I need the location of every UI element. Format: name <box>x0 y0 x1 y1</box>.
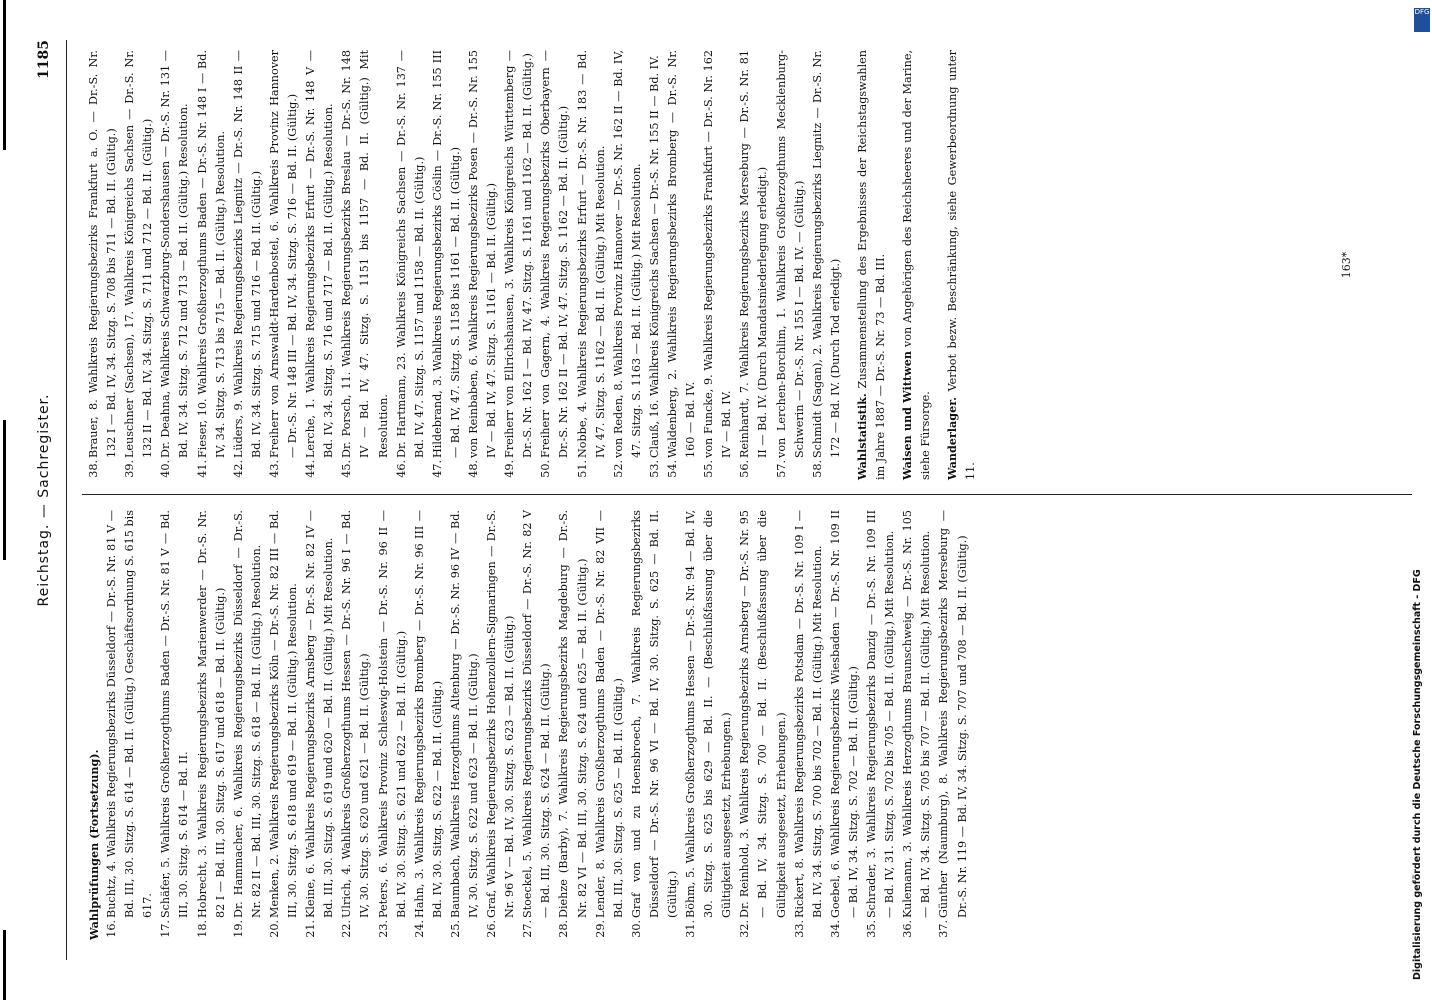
register-entry <box>85 50 121 480</box>
entry-text: Schäfer, 5. Wahlkreis Großherzogthums Baden — Dr.-S. Nr. 81 V — Bd. III, 30. Sitzg. S. 614 — Bd. II. <box>159 510 191 918</box>
entry-number: 21. <box>304 920 318 938</box>
register-entry <box>628 510 682 940</box>
entry-text: von Funcke, 9. Wahlkreis Regierungsbezirks Frankfurt — Dr.-S. Nr. 162 IV — Bd. IV. <box>702 50 734 458</box>
caption-text: Digitalisierung gefördert durch die Deutsche Forschungsgemeinschaft - DFG <box>1412 569 1423 980</box>
register-entry <box>411 510 447 940</box>
entry-number: 39. <box>123 460 137 478</box>
entry-number: 20. <box>267 920 281 938</box>
entry-text: Clauß, 16. Wahlkreis Königreichs Sachsen — Dr.-S. Nr. 155 II — Bd. IV. <box>647 55 661 458</box>
digitization-caption <box>1410 30 1430 980</box>
register-entry <box>465 50 501 480</box>
entry-text: Goebel, 6. Wahlkreis Regierungsbezirks Wiesbaden — Dr.-S. Nr. 109 II — Bd. IV, 34. Sitzg. S. 702 — Bd. II. (Gültig.) <box>828 510 860 918</box>
entry-number: 51. <box>575 460 589 478</box>
entry-number: 18. <box>195 920 209 938</box>
entry-text: Reinhardt, 7. Wahlkreis Regierungsbezirks Merseburg — Dr.-S. Nr. 81 II — Bd. IV. (Durch Mandatsniederlegung erledigt.) <box>738 50 770 458</box>
entry-text: Kulemann, 3. Wahlkreis Herzogthums Braunschweig — Dr.-S. Nr. 105 — Bd. IV, 34. Sitzg. S. 705 bis 707 — Bd. II. (Gültig.) Mit Resolution. <box>901 510 933 918</box>
entry-text: Peters, 6. Wahlkreis Provinz Schleswig-Holstein — Dr.-S. Nr. 96 II — Bd. IV, 30. Sitzg. S. 621 und 622 — Bd. II. (Gültig.) <box>376 510 408 918</box>
entry-number: 50. <box>539 460 553 478</box>
entry-text: von Reinbaben, 6. Wahlkreis Regierungsbezirks Posen — Dr.-S. Nr. 155 IV — Bd. IV, 47. Sitzg. S. 1161 — Bd. II. (Gültig.) <box>466 50 499 458</box>
register-entry <box>519 510 555 940</box>
register-entry <box>103 510 157 940</box>
entry-text: Diehze (Barby), 7. Wahlkreis Regierungsbezirks Magdeburg — Dr.-S. Nr. 82 VI — Bd. III, 30. Sitzg. S. 624 und 625 — Bd. II. (Gültig.) <box>557 510 589 918</box>
entry-number: 35. <box>865 920 879 938</box>
entry-number: 34. <box>828 920 842 938</box>
keyword-text: Zusammenstellung des Ergebnisses der Reichstagswahlen im Jahre 1887 — Dr.-S. Nr. 73 — Bd. III. <box>855 50 888 480</box>
register-entry <box>447 510 483 940</box>
register-entry <box>664 50 700 480</box>
register-entry <box>537 50 573 480</box>
entry-text: Brauer, 8. Wahlkreis Regierungsbezirks Frankfurt a. O. — Dr.-S. Nr. 132 I — Bd. IV, 34. Sitzg. S. 708 bis 711 — Bd. II. (Gültig.) <box>87 50 119 458</box>
entry-text: Graf, Wahlkreis Regierungsbezirks Hohenzollern-Sigmaringen — Dr.-S. Nr. 96 V — Bd. IV, 30. Sitzg. S. 623 — Bd. II. (Gültig.) <box>485 510 517 918</box>
entry-text: Waldenberg, 2. Wahlkreis Regierungsbezirks Bromberg — Dr.-S. Nr. 160 — Bd. IV. <box>666 50 698 458</box>
keyword-entry <box>943 50 980 480</box>
entry-text: Hobrecht, 3. Wahlkreis Regierungsbezirks Marienwerder — Dr.-S. Nr. 82 I — Bd. III, 30. Sitzg. S. 617 und 618 — Bd. II. (Gültig.) <box>195 510 227 918</box>
register-entry <box>338 510 374 940</box>
keyword: Wanderlager. <box>945 396 960 480</box>
register-entry <box>393 50 429 480</box>
entry-text: Hahn, 3. Wahlkreis Regierungsbezirks Bromberg — Dr.-S. Nr. 96 III — Bd. IV, 30. Sitzg. S. 622 — Bd. II. (Gültig.) <box>412 510 444 918</box>
register-entry <box>791 510 827 940</box>
entry-number: 38. <box>87 460 100 478</box>
entry-text: Rickert, 8. Wahlkreis Regierungsbezirks Potsdam — Dr.-S. Nr. 109 I — Bd. IV, 34. Sitzg. S. 700 bis 702 — Bd. II. (Gültig.) Mit Resolution. <box>792 510 824 918</box>
entry-number: 45. <box>340 460 354 478</box>
register-entry <box>501 50 537 480</box>
entry-text: Lender, 8. Wahlkreis Großherzogthums Baden — Dr.-S. Nr. 82 VII — Bd. III, 30. Sitzg. S. 625 — Bd. II. (Gültig.) <box>593 510 625 918</box>
entry-number: 29. <box>593 920 607 938</box>
entry-text: Graf von und zu Hoensbroech, 7. Wahlkreis Regierungsbezirks Düsseldorf — Dr.-S. Nr. 96 VI — Bd. IV, 30. Sitzg. S. 625 — Bd. II. (Gültig.) <box>629 510 679 918</box>
register-entry <box>555 510 591 940</box>
entry-text: Lüders, 9. Wahlkreis Regierungsbezirks Liegnitz — Dr.-S. Nr. 148 II — Bd. IV, 34. Sitzg. S. 715 und 716 — Bd. II. (Gültig.) <box>231 50 263 458</box>
entry-text: Baumbach, Wahlkreis Herzogthums Altenburg — Dr.-S. Nr. 96 IV — Bd. IV, 30. Sitzg. S. 622 und 623 — Bd. II. (Gültig.) <box>448 510 480 918</box>
page-title: Reichstag. — Sachregister. <box>36 393 52 607</box>
entry-text: Freiherr von Ellrichshausen, 3. Wahlkreis Königreichs Württemberg — Dr.-S. Nr. 162 I — Bd. IV, 47. Sitzg. S. 1161 und 1162 — Bd. II. (Gültig.) <box>503 50 535 458</box>
section-heading: Wahlprüfungen (Fortsetzung). <box>87 749 101 940</box>
register-entry <box>773 50 809 480</box>
entry-number: 55. <box>702 460 716 478</box>
entry-text: von Reden, 8. Wahlkreis Provinz Hannover — Dr.-S. Nr. 162 II — Bd. IV, 47. Sitzg. S. 1163 — Bd. II. (Gültig.) Mit Resolution. <box>611 50 643 458</box>
keyword-entry <box>853 50 890 480</box>
entry-number: 16. <box>105 920 119 938</box>
entry-text: Lerche, 1. Wahlkreis Regierungsbezirks Erfurt — Dr.-S. Nr. 148 V — Bd. IV, 34. Sitzg. S. 716 und 717 — Bd. II. (Gültig.) Resolution. <box>304 50 336 458</box>
keyword-entry <box>898 50 935 480</box>
entry-number: 43. <box>267 460 281 478</box>
entry-number: 24. <box>412 920 426 938</box>
entry-number: 28. <box>557 920 571 938</box>
register-entry <box>338 50 392 480</box>
entry-text: Böhm, 5. Wahlkreis Großherzogthums Hessen — Dr.-S. Nr. 94 — Bd. IV, 30. Sitzg. S. 625 bis 629 — Bd. II. — (Beschlußfassung über die Gültigkeit ausgesetzt, Erhebungen.) <box>684 510 734 918</box>
entry-number: 19. <box>231 920 245 938</box>
register-entry <box>610 50 646 480</box>
entry-text: Freiherr von Gagern, 4. Wahlkreis Regierungsbezirks Oberbayern — Dr.-S. Nr. 162 II — Bd. IV, 47. Sitzg. S. 1162 — Bd. II. (Gültig.) <box>539 50 571 458</box>
entry-number: 47. <box>430 460 444 478</box>
register-entry <box>429 50 465 480</box>
dfg-logo-icon: DFG <box>1414 8 1430 32</box>
register-entry <box>736 50 772 480</box>
entry-text: Günther (Naumburg), 8. Wahlkreis Regierungsbezirks Merseburg — Dr.-S. Nr. 119 — Bd. IV, 34. Sitzg. S. 707 und 708 — Bd. II. (Gültig.) <box>937 510 969 918</box>
register-entry <box>863 510 899 940</box>
entry-number: 58. <box>810 460 824 478</box>
entry-number: 40. <box>159 460 173 478</box>
entry-number: 57. <box>774 460 788 478</box>
entry-number: 25. <box>448 920 462 938</box>
entry-text: Ulrich, 4. Wahlkreis Großherzogthums Hessen — Dr.-S. Nr. 96 I — Bd. IV, 30. Sitzg. S. 620 und 621 — Bd. II. (Gültig.) <box>340 510 372 918</box>
entry-number: 37. <box>937 920 951 938</box>
register-entry <box>230 50 266 480</box>
entry-number: 44. <box>304 460 318 478</box>
signature-mark: 163* <box>1340 251 1353 279</box>
register-entry <box>574 50 610 480</box>
entry-text: Dr. Deahna, Wahlkreis Schwarzburg-Sondershausen — Dr.-S. Nr. 131 — Bd. IV, 34. Sitzg. S. 712 und 713 — Bd. II. (Gültig.) Resolution. <box>159 50 191 458</box>
entry-number: 46. <box>394 460 408 478</box>
entry-number: 17. <box>159 920 173 938</box>
entry-number: 54. <box>666 460 679 478</box>
entry-number: 30. <box>629 920 643 938</box>
entry-number: 23. <box>376 920 390 938</box>
keyword-text: von Angehörigen des Reichsheeres und der Marine, siehe Fürsorge. <box>901 49 933 480</box>
register-entry <box>302 510 338 940</box>
entry-number: 56. <box>738 460 752 478</box>
entry-number: 32. <box>738 920 752 938</box>
page-header <box>36 40 62 960</box>
column-rule <box>82 494 1412 495</box>
entry-number: 41. <box>195 460 209 478</box>
entry-text: Dr. Hartmann, 23. Wahlkreis Königreichs Sachsen — Dr.-S. Nr. 137 — Bd. IV, 47. Sitzg. S. 1157 und 1158 — Bd. II. (Gültig.) <box>394 50 426 458</box>
register-entry <box>157 510 193 940</box>
entry-number: 31. <box>684 920 698 938</box>
register-entry <box>157 50 193 480</box>
register-entry <box>194 510 230 940</box>
entry-number: 52. <box>611 460 625 478</box>
register-entry <box>483 510 519 940</box>
entry-text: Schmidt (Sagan), 2. Wahlkreis Regierungsbezirks Liegnitz — Dr.-S. Nr. 172 — Bd. IV. (Durch Tod erledigt.) <box>810 50 842 458</box>
entry-text: Menken, 2. Wahlkreis Regierungsbezirks Köln — Dr.-S. Nr. 82 III — Bd. III, 30. Sitzg. S. 618 und 619 — Bd. II. (Gültig.) Resolution. <box>267 510 300 918</box>
keyword: Wahlstatistik. <box>854 393 869 480</box>
header-rule <box>66 40 67 960</box>
register-entry <box>700 50 736 480</box>
entry-text: Dr. Reinhold, 3. Wahlkreis Regierungsbezirks Arnsberg — Dr.-S. Nr. 95 — Bd. IV, 34. Sitzg. S. 700 — Bd. II. (Beschlußfassung über die Gültigkeit ausgesetzt, Erhebungen.) <box>738 510 788 918</box>
entry-number: 49. <box>503 460 517 478</box>
register-entry <box>827 510 863 940</box>
entry-text: Freiherr von Arnswaldt-Hardenbostel, 6. Wahlkreis Provinz Hannover — Dr.-S. Nr. 148 III — Bd. IV, 34. Sitzg. S. 716 — Bd. II. (Gültig.) <box>267 50 300 458</box>
entry-text: Dr. Porsch, 11. Wahlkreis Regierungsbezirks Breslau — Dr.-S. Nr. 148 IV — Bd. IV, 47. Sitzg. S. 1151 bis 1157 — Bd. II. (Gültig.) Mit Resolution. <box>340 50 390 458</box>
entry-text: Fieser, 10. Wahlkreis Großherzogthums Baden — Dr.-S. Nr. 148 I — Bd. IV, 34. Sitzg. S. 713 bis 715 — Bd. II. (Gültig.) Resolution. <box>195 50 227 458</box>
entry-number: 26. <box>485 920 499 938</box>
register-entry <box>682 510 736 940</box>
entry-number: 33. <box>792 920 806 938</box>
entry-number: 36. <box>901 920 915 938</box>
column-left <box>85 510 1415 940</box>
register-entry <box>302 50 338 480</box>
entry-text: Stoeckel, 5. Wahlkreis Regierungsbezirks Düsseldorf — Dr.-S. Nr. 82 V — Bd. III, 30. Sitzg. S. 624 — Bd. II. (Gültig.) <box>521 510 553 918</box>
entry-text: Nobbe, 4. Wahlkreis Regierungsbezirks Erfurt — Dr.-S. Nr. 183 — Bd. IV, 47. Sitzg. S. 1162 — Bd. II. (Gültig.) Mit Resolution. <box>575 50 607 458</box>
entry-number: 48. <box>466 460 480 478</box>
keyword-text: Verbot bezw. Beschränkung, siehe Gewerbeordnung unter 11. <box>946 50 978 480</box>
column-right <box>85 50 1415 480</box>
register-entry <box>646 50 664 480</box>
entry-text: Kleine, 6. Wahlkreis Regierungsbezirks Arnsberg — Dr.-S. Nr. 82 IV — Bd. III, 30. Sitzg. S. 619 und 620 — Bd. II. (Gültig.) Mit Resolution. <box>304 510 336 918</box>
register-entry <box>230 510 266 940</box>
entry-text: Dr. Hammacher, 6. Wahlkreis Regierungsbezirks Düsseldorf — Dr.-S. Nr. 82 II — Bd. III, 30. Sitzg. S. 618 — Bd. II. (Gültig.) Resolution. <box>231 510 263 918</box>
keyword: Waisen und Wittwen <box>900 350 915 480</box>
register-entry <box>809 50 845 480</box>
entry-text: Buchtz, 4. Wahlkreis Regierungsbezirks Düsseldorf — Dr.-S. Nr. 81 V — Bd. III, 30. Sitzg. S. 614 — Bd. II. (Gültig.) Geschäftsordnung S. 615 bis 617. <box>105 510 155 918</box>
register-entry <box>736 510 790 940</box>
entry-number: 27. <box>521 920 535 938</box>
page-number: 1185 <box>36 40 52 79</box>
register-entry <box>266 50 302 480</box>
register-entry <box>899 510 935 940</box>
register-entry <box>375 510 411 940</box>
register-entry <box>194 50 230 480</box>
entry-text: von Lerchen-Borchlim, 1. Wahlkreis Großherzogthums Mecklenburg-Schwerin — Dr.-S. Nr. 155 I — Bd. IV. — (Gültig.) <box>774 50 806 458</box>
register-entry <box>121 50 157 480</box>
register-entry <box>935 510 971 940</box>
entry-text: Hildebrand, 3. Wahlkreis Regierungsbezirks Cöslin — Dr.-S. Nr. 155 III — Bd. IV, 47. Sitzg. S. 1158 bis 1161 — Bd. II. (Gültig.) <box>430 50 462 458</box>
entry-number: 22. <box>340 920 354 938</box>
entry-number: 53. <box>647 460 661 478</box>
register-entry <box>266 510 302 940</box>
entry-number: 42. <box>231 460 245 478</box>
entry-text: Schrader, 3. Wahlkreis Regierungsbezirks Danzig — Dr.-S. Nr. 109 III — Bd. IV, 31. Sitzg. S. 702 bis 705 — Bd. II. (Gültig.) Mit Resolution. <box>865 510 897 918</box>
entry-text: Leuschner (Sachsen), 17. Wahlkreis Königreichs Sachsen — Dr.-S. Nr. 132 II — Bd. IV, 34. Sitzg. S. 711 und 712 — Bd. II. (Gültig.) <box>123 50 155 458</box>
register-entry <box>592 510 628 940</box>
